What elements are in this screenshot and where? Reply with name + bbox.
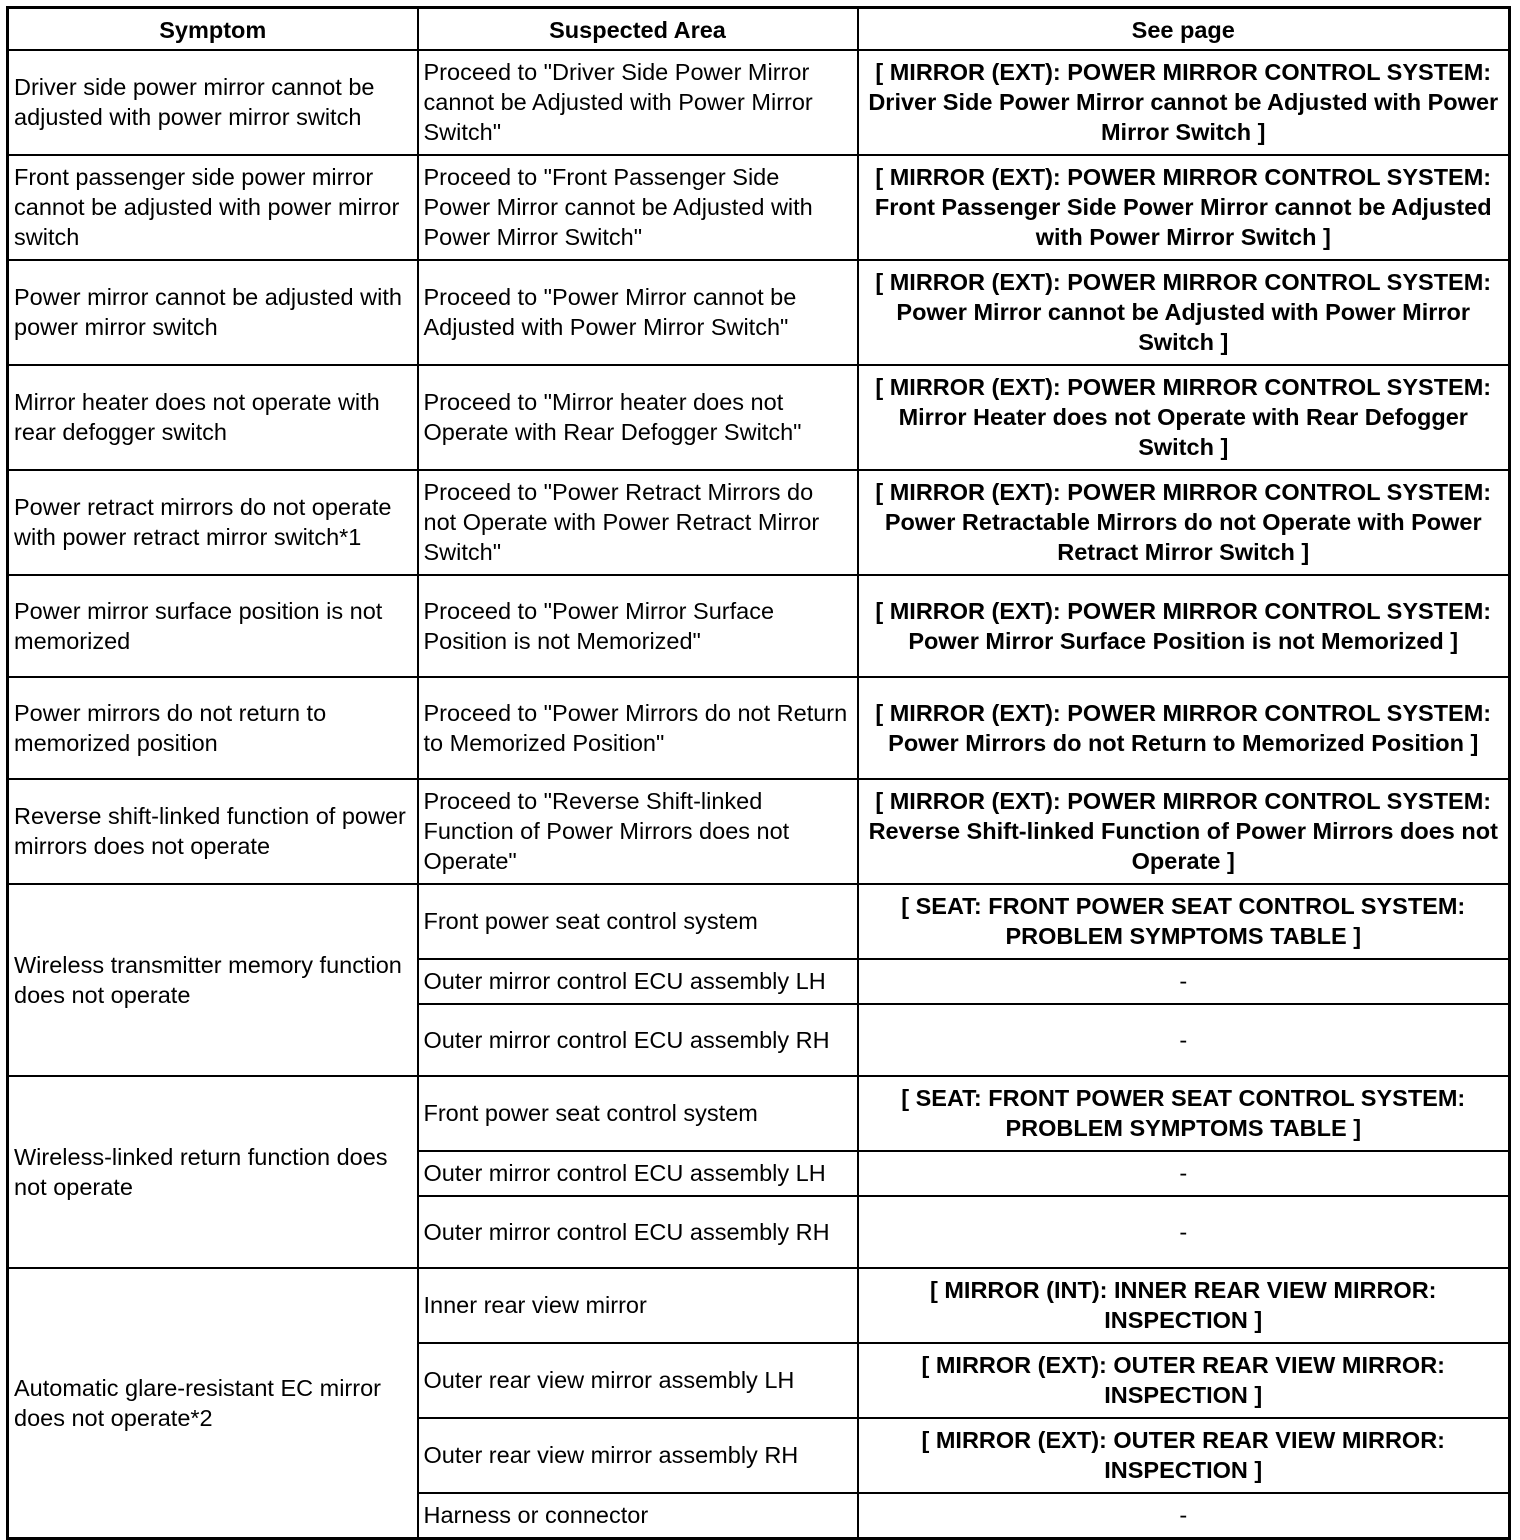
suspected-area-cell: Proceed to "Power Mirror cannot be Adjusted with Power Mirror Switch" — [418, 260, 858, 365]
suspected-area-cell: Front power seat control system — [418, 1076, 858, 1151]
suspected-area-cell: Inner rear view mirror — [418, 1268, 858, 1343]
see-page-cell: - — [858, 1151, 1510, 1196]
see-page-link[interactable]: [ MIRROR (EXT): POWER MIRROR CONTROL SYSTEM: Power Mirror Surface Position is not Memorized ] — [858, 575, 1510, 677]
symptom-cell: Mirror heater does not operate with rear defogger switch — [8, 365, 418, 470]
suspected-area-cell: Outer mirror control ECU assembly LH — [418, 1151, 858, 1196]
symptom-cell: Driver side power mirror cannot be adjusted with power mirror switch — [8, 50, 418, 155]
see-page-link[interactable]: [ MIRROR (EXT): POWER MIRROR CONTROL SYSTEM: Power Retractable Mirrors do not Operate with Power Retract Mirror Switch ] — [858, 470, 1510, 575]
see-page-link[interactable]: [ MIRROR (EXT): POWER MIRROR CONTROL SYSTEM: Power Mirrors do not Return to Memorized Position ] — [858, 677, 1510, 779]
table-row — [8, 884, 1510, 959]
symptom-cell: Front passenger side power mirror cannot be adjusted with power mirror switch — [8, 155, 418, 260]
see-page-link[interactable]: [ MIRROR (EXT): OUTER REAR VIEW MIRROR: INSPECTION ] — [858, 1343, 1510, 1418]
table-row — [8, 677, 1510, 779]
table-row — [8, 1268, 1510, 1343]
symptom-cell: Reverse shift-linked function of power mirrors does not operate — [8, 779, 418, 884]
symptom-cell: Wireless transmitter memory function does not operate — [8, 884, 418, 1076]
see-page-link[interactable]: [ SEAT: FRONT POWER SEAT CONTROL SYSTEM: PROBLEM SYMPTOMS TABLE ] — [858, 1076, 1510, 1151]
suspected-area-cell: Proceed to "Reverse Shift-linked Function of Power Mirrors does not Operate" — [418, 779, 858, 884]
table-row — [8, 470, 1510, 575]
suspected-area-cell: Proceed to "Power Mirror Surface Position is not Memorized" — [418, 575, 858, 677]
suspected-area-cell: Front power seat control system — [418, 884, 858, 959]
symptom-cell: Power mirror surface position is not memorized — [8, 575, 418, 677]
table-row — [8, 779, 1510, 884]
see-page-link[interactable]: [ MIRROR (EXT): POWER MIRROR CONTROL SYSTEM: Driver Side Power Mirror cannot be Adjusted with Power Mirror Switch ] — [858, 50, 1510, 155]
suspected-area-cell: Harness or connector — [418, 1493, 858, 1539]
table-row — [8, 260, 1510, 365]
table-row — [8, 155, 1510, 260]
see-page-link[interactable]: [ SEAT: FRONT POWER SEAT CONTROL SYSTEM: PROBLEM SYMPTOMS TABLE ] — [858, 884, 1510, 959]
see-page-link[interactable]: [ MIRROR (EXT): POWER MIRROR CONTROL SYSTEM: Front Passenger Side Power Mirror cannot be Adjusted with Power Mirror Switch ] — [858, 155, 1510, 260]
see-page-cell: - — [858, 959, 1510, 1004]
see-page-cell: - — [858, 1196, 1510, 1268]
table-row — [8, 365, 1510, 470]
see-page-cell: - — [858, 1493, 1510, 1539]
suspected-area-cell: Outer rear view mirror assembly LH — [418, 1343, 858, 1418]
problem-symptoms-table — [6, 6, 1511, 1540]
suspected-area-cell: Proceed to "Driver Side Power Mirror cannot be Adjusted with Power Mirror Switch" — [418, 50, 858, 155]
symptom-cell: Power retract mirrors do not operate with power retract mirror switch*1 — [8, 470, 418, 575]
suspected-area-cell: Outer mirror control ECU assembly LH — [418, 959, 858, 1004]
header-symptom: Symptom — [8, 8, 418, 51]
see-page-link[interactable]: [ MIRROR (EXT): POWER MIRROR CONTROL SYSTEM: Mirror Heater does not Operate with Rear Defogger Switch ] — [858, 365, 1510, 470]
symptom-cell: Wireless-linked return function does not operate — [8, 1076, 418, 1268]
table-row — [8, 1076, 1510, 1151]
see-page-cell: - — [858, 1004, 1510, 1076]
see-page-link[interactable]: [ MIRROR (EXT): POWER MIRROR CONTROL SYSTEM: Reverse Shift-linked Function of Power Mirrors does not Operate ] — [858, 779, 1510, 884]
header-row — [8, 8, 1510, 51]
suspected-area-cell: Outer mirror control ECU assembly RH — [418, 1004, 858, 1076]
table-row — [8, 50, 1510, 155]
suspected-area-cell: Outer mirror control ECU assembly RH — [418, 1196, 858, 1268]
symptom-cell: Power mirror cannot be adjusted with power mirror switch — [8, 260, 418, 365]
symptom-cell: Automatic glare-resistant EC mirror does not operate*2 — [8, 1268, 418, 1539]
table-row — [8, 575, 1510, 677]
suspected-area-cell: Outer rear view mirror assembly RH — [418, 1418, 858, 1493]
suspected-area-cell: Proceed to "Front Passenger Side Power Mirror cannot be Adjusted with Power Mirror Switch" — [418, 155, 858, 260]
header-see-page: See page — [858, 8, 1510, 51]
see-page-link[interactable]: [ MIRROR (INT): INNER REAR VIEW MIRROR: INSPECTION ] — [858, 1268, 1510, 1343]
suspected-area-cell: Proceed to "Power Mirrors do not Return to Memorized Position" — [418, 677, 858, 779]
see-page-link[interactable]: [ MIRROR (EXT): OUTER REAR VIEW MIRROR: INSPECTION ] — [858, 1418, 1510, 1493]
see-page-link[interactable]: [ MIRROR (EXT): POWER MIRROR CONTROL SYSTEM: Power Mirror cannot be Adjusted with Power Mirror Switch ] — [858, 260, 1510, 365]
symptom-cell: Power mirrors do not return to memorized position — [8, 677, 418, 779]
header-suspected-area: Suspected Area — [418, 8, 858, 51]
suspected-area-cell: Proceed to "Mirror heater does not Operate with Rear Defogger Switch" — [418, 365, 858, 470]
suspected-area-cell: Proceed to "Power Retract Mirrors do not Operate with Power Retract Mirror Switch" — [418, 470, 858, 575]
